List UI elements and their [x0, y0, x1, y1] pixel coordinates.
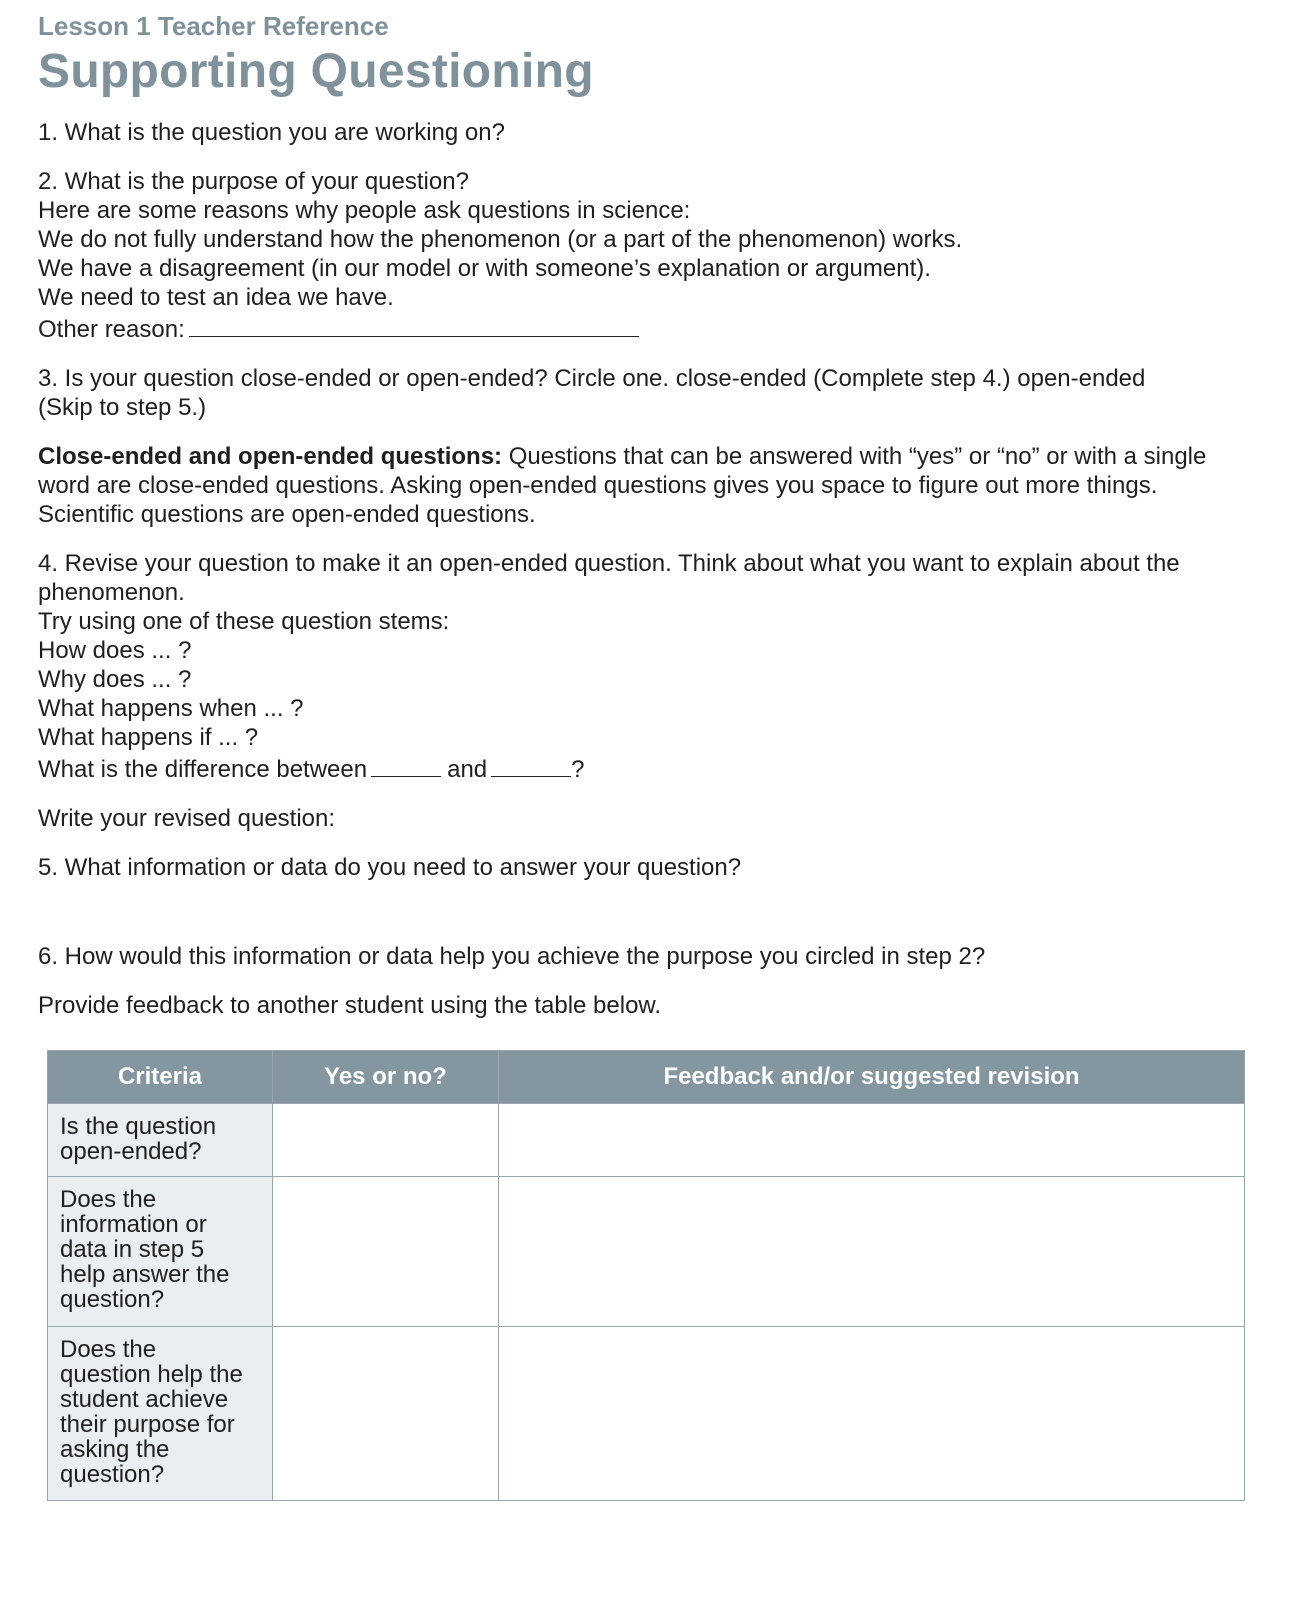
criteria-line: Does the [60, 1186, 157, 1213]
difference-and: and [447, 756, 488, 783]
definition-text-1: Questions that can be answered with “yes” or “no” or with a single [502, 443, 1207, 470]
step-4 [38, 549, 1278, 784]
criteria-line: help answer the [60, 1261, 230, 1288]
revised-question-prompt [38, 804, 1278, 833]
step-3-line-1: 3. Is your question close-ended or open-ended? Circle one. close-ended (Complete step 4.) open-ended [38, 365, 1146, 392]
criteria-line: Is the question [60, 1113, 217, 1140]
revised-question-text: Write your revised question: [38, 805, 336, 832]
feedback-cell[interactable] [499, 1104, 1245, 1177]
step-3-line-2: (Skip to step 5.) [38, 394, 207, 421]
feedback-table [47, 1050, 1245, 1501]
table-row [48, 1327, 1245, 1501]
difference-blank-1[interactable] [371, 752, 441, 777]
header-criteria: Criteria [48, 1051, 273, 1104]
definition-text-3: Scientific questions are open-ended questions. [38, 501, 536, 528]
step-2-heading: 2. What is the purpose of your question? [38, 168, 469, 195]
definition-text-2: word are close-ended questions. Asking open-ended questions gives you space to figure out more things. [38, 472, 1158, 499]
step-5-text: 5. What information or data do you need to answer your question? [38, 854, 742, 881]
table-header-row [48, 1051, 1245, 1104]
step-3 [38, 364, 1278, 422]
criteria-cell [48, 1327, 273, 1501]
question-stem: What happens when ... ? [38, 695, 304, 722]
criteria-line: question help the [60, 1361, 243, 1388]
criteria-line: question? [60, 1286, 165, 1313]
yes-no-cell[interactable] [273, 1104, 499, 1177]
criteria-line: open-ended? [60, 1138, 202, 1165]
table-row [48, 1104, 1245, 1177]
table-row [48, 1177, 1245, 1327]
difference-stem [38, 752, 1278, 784]
question-stem: Why does ... ? [38, 666, 192, 693]
feedback-cell[interactable] [499, 1327, 1245, 1501]
header-feedback: Feedback and/or suggested revision [499, 1051, 1245, 1104]
criteria-cell [48, 1177, 273, 1327]
yes-no-cell[interactable] [273, 1327, 499, 1501]
criteria-line: question? [60, 1461, 165, 1488]
feedback-intro-text: Provide feedback to another student using the table below. [38, 992, 662, 1019]
criteria-line: student achieve [60, 1386, 229, 1413]
question-stem: What happens if ... ? [38, 724, 259, 751]
step-1 [38, 118, 1278, 147]
yes-no-cell[interactable] [273, 1177, 499, 1327]
criteria-line: their purpose for [60, 1411, 235, 1438]
step-2-intro: Here are some reasons why people ask questions in science: [38, 197, 691, 224]
worksheet-page [38, 8, 1278, 1040]
criteria-line: information or [60, 1211, 207, 1238]
step-4-line-2: phenomenon. [38, 579, 185, 606]
lesson-kicker: Lesson 1 Teacher Reference [38, 11, 389, 41]
feedback-cell[interactable] [499, 1177, 1245, 1327]
step-6-text: 6. How would this information or data help you achieve the purpose you circled in step 2? [38, 943, 986, 970]
step-6 [38, 942, 1278, 971]
reason-item: We have a disagreement (in our model or with someone’s explanation or argument). [38, 255, 931, 282]
definition-block [38, 442, 1278, 529]
definition-line-1 [38, 442, 1278, 471]
reason-item: We do not fully understand how the phenomenon (or a part of the phenomenon) works. [38, 226, 963, 253]
other-reason-blank[interactable] [189, 312, 639, 337]
difference-blank-2[interactable] [491, 752, 571, 777]
definition-term: Close-ended and open-ended questions: [38, 443, 503, 470]
stems-intro: Try using one of these question stems: [38, 608, 450, 635]
feedback-intro [38, 991, 1278, 1020]
criteria-cell [48, 1104, 273, 1177]
step-4-line-1: 4. Revise your question to make it an open-ended question. Think about what you want to explain about the [38, 550, 1180, 577]
other-reason-label: Other reason: [38, 316, 185, 343]
step-5 [38, 853, 1278, 882]
step-2 [38, 167, 1278, 344]
page-title: Supporting Questioning [38, 45, 594, 98]
step-1-text: 1. What is the question you are working on? [38, 119, 505, 146]
criteria-line: Does the [60, 1336, 157, 1363]
difference-suffix: ? [571, 756, 585, 783]
difference-prefix: What is the difference between [38, 756, 368, 783]
reason-item: We need to test an idea we have. [38, 284, 394, 311]
question-stem: How does ... ? [38, 637, 192, 664]
criteria-line: asking the [60, 1436, 170, 1463]
header-yes-no: Yes or no? [273, 1051, 499, 1104]
other-reason-line [38, 312, 1278, 344]
criteria-line: data in step 5 [60, 1236, 205, 1263]
